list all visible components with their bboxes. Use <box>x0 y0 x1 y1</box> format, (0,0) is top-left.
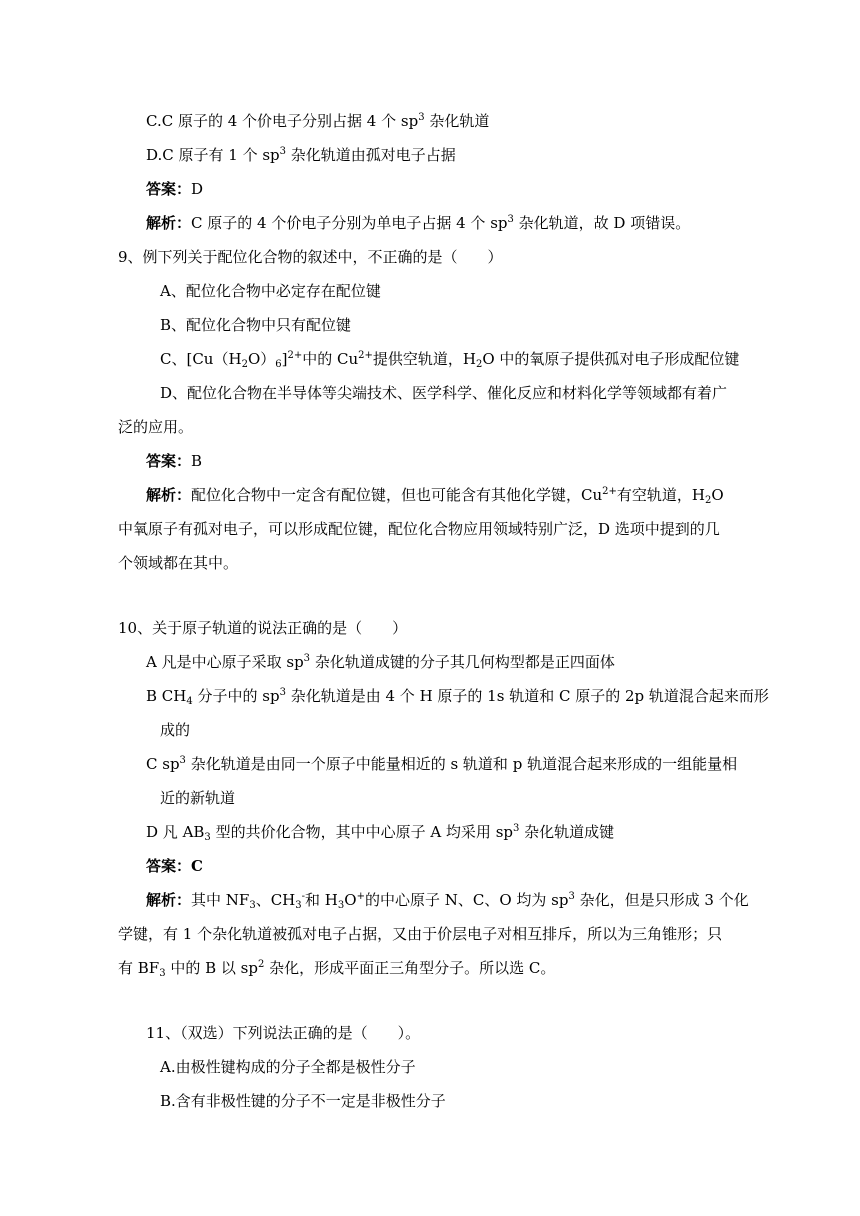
analysis-q10-line2: 学键，有 1 个杂化轨道被孤对电子占据，又由于价层电子对相互排斥，所以为三角锥形；只 <box>118 925 723 943</box>
option-b-q10: B $CH_4$ 分子中的 $sp^3$ 杂化轨道是由 4 个 H 原子的 1s 轨道和 C 原子的 2p 轨道混合起来而形 <box>146 687 769 707</box>
option-c-q9: C、$[Cu(H_2O)_6]^{2+}$中的 $Cu^{2+}$提供空轨道，$H_2O$ 中的氧原子提供孤对电子形成配位键 <box>160 350 740 370</box>
option-b-q11: B.含有非极性键的分子不一定是非极性分子 <box>160 1092 446 1110</box>
answer-q9: 答案：B <box>146 452 203 470</box>
option-c-q10: C $sp^3$ 杂化轨道是由同一个原子中能量相近的 s 轨道和 p 轨道混合起来形成的一组能量相 <box>146 755 738 773</box>
option-b-q10-cont: 成的 <box>160 721 191 739</box>
option-d-q8: D.C 原子有 1 个 $sp^3$ 杂化轨道由孤对电子占据 <box>146 146 456 164</box>
question-11: 11、（双选）下列说法正确的是（ ）。 <box>146 1024 421 1042</box>
option-c-q10-cont: 近的新轨道 <box>160 789 236 807</box>
question-10: 10、关于原子轨道的说法正确的是（ ） <box>118 619 408 637</box>
analysis-q9-line2: 中氧原子有孤对电子，可以形成配位键，配位化合物应用领域特别广泛，D 选项中提到的几 <box>118 520 720 538</box>
analysis-q8: 解析：C 原子的 4 个价电子分别为单电子占据 4 个 $sp^3$ 杂化轨道，故 D 项错误。 <box>146 214 691 232</box>
option-a-q9: A、配位化合物中必定存在配位键 <box>160 282 381 300</box>
answer-q10: 答案：C <box>146 857 203 875</box>
option-a-q10: A 凡是中心原子采取 $sp^3$ 杂化轨道成键的分子其几何构型都是正四面体 <box>146 653 615 671</box>
option-d-q10: D 凡 $AB_3$ 型的共价化合物，其中中心原子 A 均采用 $sp^3$ 杂化轨道成键 <box>146 823 615 843</box>
option-d-q9-cont: 泛的应用。 <box>118 418 194 436</box>
option-a-q11: A.由极性键构成的分子全都是极性分子 <box>160 1058 416 1076</box>
analysis-q10-line3: 有 $BF_3$ 中的 B 以 $sp^2$ 杂化，形成平面正三角型分子。所以选 C。 <box>118 959 556 979</box>
question-9: 9、例下列关于配位化合物的叙述中，不正确的是（ ） <box>118 248 503 266</box>
answer-q8: 答案：D <box>146 180 204 198</box>
analysis-q9: 解析：配位化合物中一定含有配位键，但也可能含有其他化学键，$Cu^{2+}$有空轨道，$H_2O$ <box>146 486 724 506</box>
option-c-q8: C.C 原子的 4 个价电子分别占据 4 个 $sp^3$ 杂化轨道 <box>146 112 490 130</box>
analysis-q10: 解析：其中 $NF_3$、$CH_3^-$和 $H_3O^+$的中心原子 N、C、O 均为 $sp^3$ 杂化，但是只形成 3 个化 <box>146 891 749 911</box>
option-b-q9: B、配位化合物中只有配位键 <box>160 316 352 334</box>
analysis-q9-line3: 个领域都在其中。 <box>118 554 239 572</box>
option-d-q9: D、配位化合物在半导体等尖端技术、医学科学、催化反应和材料化学等领域都有着广 <box>160 384 728 402</box>
